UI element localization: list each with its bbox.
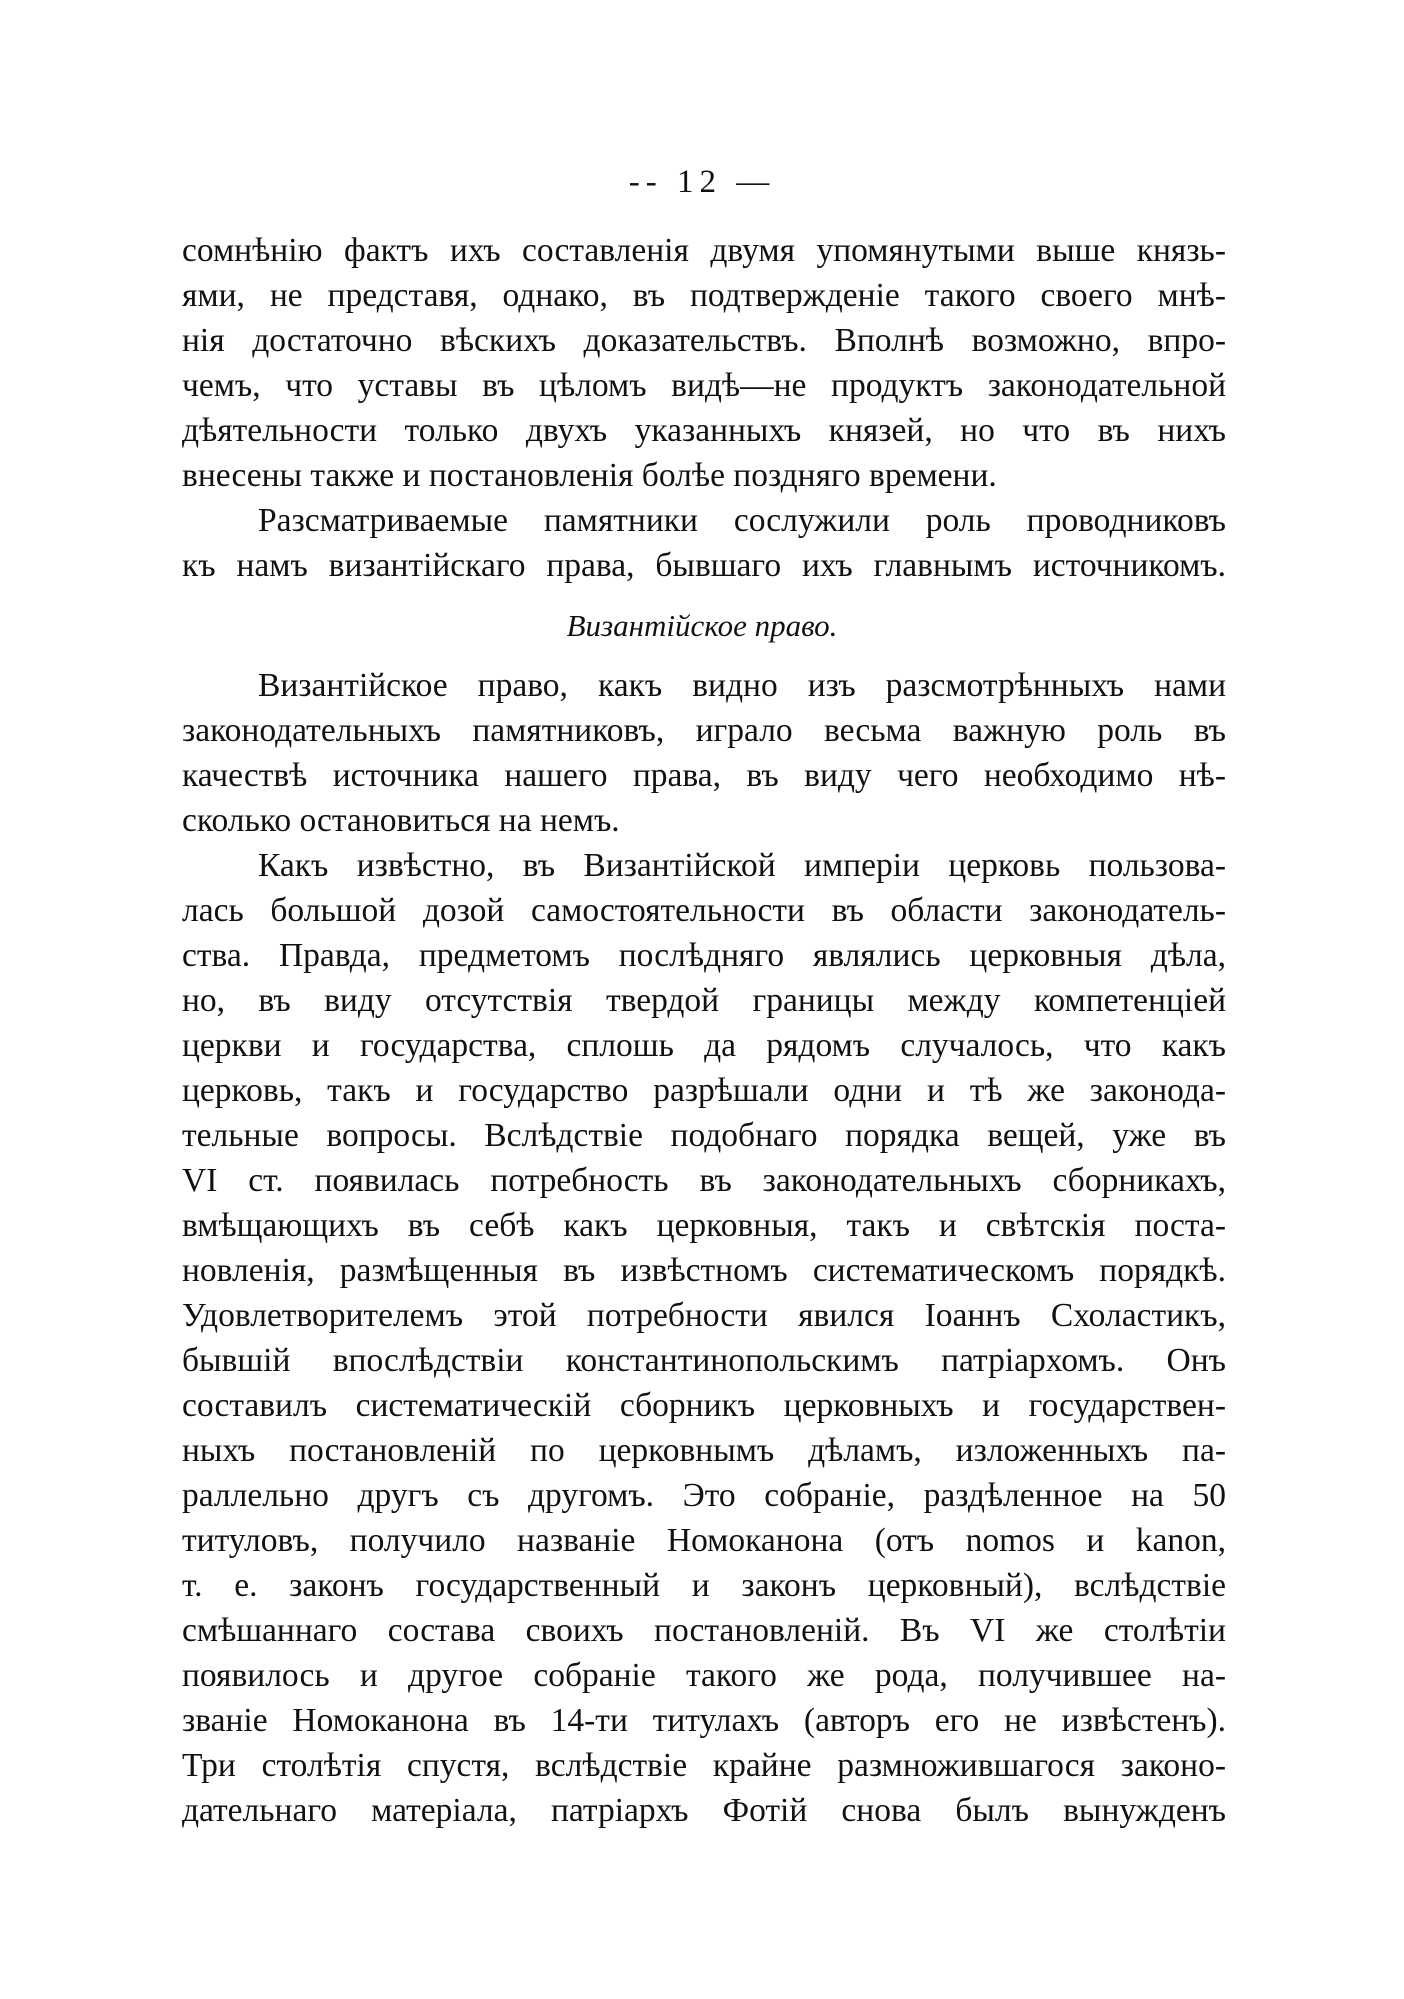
- text-line: лась большой дозой самостоятельности въ области законодатель-: [182, 892, 1226, 929]
- text-line: VI ст. появилась потребность въ законодательныхъ сборникахъ,: [182, 1162, 1226, 1199]
- text-line: титуловъ, получило названіе Номоканона (отъ nomos и kanon,: [182, 1522, 1226, 1559]
- text-line: раллельно другъ съ другомъ. Это собраніе, раздѣленное на 50: [182, 1477, 1226, 1514]
- text-line: законодательныхъ памятниковъ, играло весьма важную роль въ: [182, 712, 1226, 749]
- page-number: -- 12 —: [628, 164, 776, 200]
- text-line: Византійское право, какъ видно изъ разсмотрѣнныхъ нами: [258, 667, 1226, 704]
- text-line: Три столѣтія спустя, вслѣдствіе крайне размножившагося законо-: [182, 1747, 1226, 1784]
- paragraph-byzantine-law: [182, 663, 1226, 843]
- text-line: Какъ извѣстно, въ Византійской имперіи церковь пользова-: [258, 847, 1226, 884]
- text-line: т. е. законъ государственный и законъ церковный), вслѣдствіе: [182, 1567, 1226, 1604]
- text-line: ства. Правда, предметомъ послѣдняго являлись церковныя дѣла,: [182, 937, 1226, 974]
- text-line: Разсматриваемые памятники сослужили роль проводниковъ: [258, 502, 1226, 539]
- text-line: званіе Номоканона въ 14-ти титулахъ (авторъ его не извѣстенъ).: [182, 1702, 1226, 1739]
- text-line: смѣшаннаго состава своихъ постановленій. Въ VI же столѣтіи: [182, 1612, 1226, 1649]
- text-line: вмѣщающихъ въ себѣ какъ церковныя, такъ и свѣтскія поста-: [182, 1207, 1226, 1244]
- text-line: ныхъ постановленій по церковнымъ дѣламъ, изложенныхъ па-: [182, 1432, 1226, 1469]
- text-line: тельные вопросы. Вслѣдствіе подобнаго порядка вещей, уже въ: [182, 1117, 1226, 1154]
- text-line: церковь, такъ и государство разрѣшали одни и тѣ же законода-: [182, 1072, 1226, 1109]
- paragraph-continuation: [182, 228, 1226, 498]
- text-line: сколько остановиться на немъ.: [182, 802, 620, 839]
- paragraph-sources: [182, 498, 1226, 588]
- text-line: бывшій впослѣдствіи константинопольскимъ патріархомъ. Онъ: [182, 1342, 1226, 1379]
- text-line: Удовлетворителемъ этой потребности явился Іоаннъ Схоластикъ,: [182, 1297, 1226, 1334]
- text-line: появилось и другое собраніе такого же рода, получившее на-: [182, 1657, 1226, 1694]
- text-line: новленія, размѣщенныя въ извѣстномъ систематическомъ порядкѣ.: [182, 1252, 1226, 1289]
- section-heading: Византійское право.: [566, 608, 838, 643]
- text-line: ями, не представя, однако, въ подтвержденіе такого своего мнѣ-: [182, 277, 1226, 314]
- text-line: дѣятельности только двухъ указанныхъ князей, но что въ нихъ: [182, 412, 1226, 449]
- text-line: сомнѣнію фактъ ихъ составленія двумя упомянутыми выше князь-: [182, 232, 1226, 269]
- text-line: внесены также и постановленія болѣе поздняго времени.: [182, 457, 997, 494]
- text-line: чемъ, что уставы въ цѣломъ видѣ—не продуктъ законодательной: [182, 367, 1226, 404]
- text-line: нія достаточно вѣскихъ доказательствъ. Вполнѣ возможно, впро-: [182, 322, 1226, 359]
- paragraph-nomocanon: [182, 843, 1226, 1833]
- text-line: качествѣ источника нашего права, въ виду чего необходимо нѣ-: [182, 757, 1226, 794]
- text-line: дательнаго матеріала, патріархъ Фотій снова былъ вынужденъ: [182, 1792, 1226, 1829]
- text-line: составилъ систематическій сборникъ церковныхъ и государствен-: [182, 1387, 1226, 1424]
- text-line: но, въ виду отсутствія твердой границы между компетенціей: [182, 982, 1226, 1019]
- text-line: къ намъ византійскаго права, бывшаго ихъ главнымъ источникомъ.: [182, 547, 1226, 584]
- text-line: церкви и государства, сплошь да рядомъ случалось, что какъ: [182, 1027, 1226, 1064]
